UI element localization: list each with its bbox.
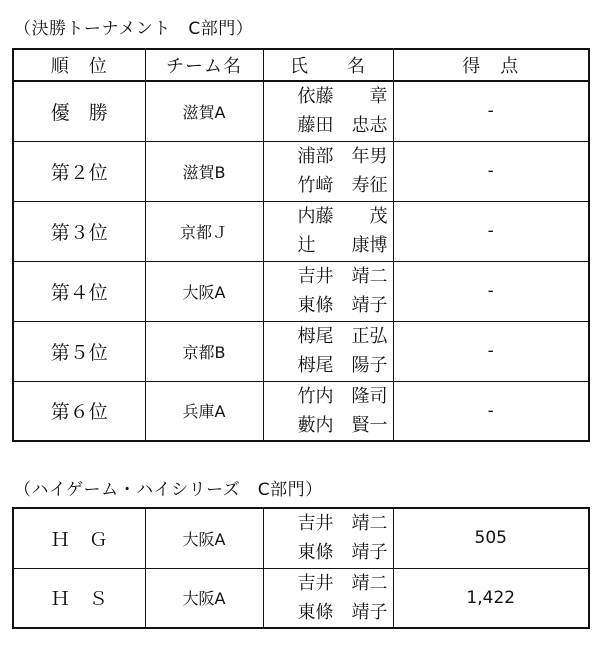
final-tournament-caption: （決勝トーナメント C部門） (14, 19, 254, 39)
rank-cell: 第３位 (13, 201, 145, 261)
rank-cell: 優 勝 (13, 81, 145, 141)
table-row (13, 508, 589, 568)
player-name: 栂尾 正弘 (297, 326, 388, 347)
name-header: 氏 名 (263, 49, 393, 81)
player-name: 吉井 靖二 (297, 572, 388, 594)
team-cell: 京都B (145, 321, 263, 381)
team-cell: 大阪A (145, 261, 263, 321)
rank-cell: 第２位 (13, 141, 145, 201)
category-cell: Ｈ Ｇ (13, 508, 145, 568)
table-row (13, 261, 589, 321)
names-cell (263, 201, 393, 261)
table-row (13, 381, 589, 441)
names-cell (263, 508, 393, 568)
category-cell: Ｈ Ｓ (13, 568, 145, 628)
score-cell: - (393, 261, 589, 321)
score-cell: - (393, 201, 589, 261)
player-name: 吉井 靖二 (297, 513, 388, 535)
player-name: 竹内 隆司 (297, 385, 388, 407)
team-header: チーム名 (145, 49, 263, 81)
table-row (13, 141, 589, 201)
names-cell (263, 81, 393, 141)
names-cell (263, 141, 393, 201)
team-cell: 大阪A (145, 568, 263, 628)
player-name: 栂尾 陽子 (297, 355, 388, 376)
score-cell: 505 (393, 508, 589, 568)
team-cell: 滋賀A (145, 81, 263, 141)
score-cell: - (393, 321, 589, 381)
table-row (13, 568, 589, 628)
names-cell (263, 381, 393, 441)
player-name: 内藤 茂 (297, 206, 388, 227)
rank-cell: 第５位 (13, 321, 145, 381)
final-results-table (12, 48, 590, 442)
player-name: 吉井 靖二 (297, 266, 388, 287)
score-cell: - (393, 141, 589, 201)
player-name: 辻 康博 (297, 235, 388, 256)
team-cell: 大阪A (145, 508, 263, 568)
team-cell: 京都Ｊ (145, 201, 263, 261)
player-name: 浦部 年男 (297, 146, 388, 167)
score-cell: - (393, 81, 589, 141)
player-name: 竹﨑 寿征 (297, 175, 388, 196)
table-row (13, 81, 589, 141)
player-name: 依藤 章 (297, 86, 388, 108)
team-cell: 兵庫A (145, 381, 263, 441)
table-row (13, 201, 589, 261)
high-game-series-caption: （ハイゲーム・ハイシリーズ C部門） (14, 480, 323, 500)
names-cell (263, 321, 393, 381)
names-cell (263, 568, 393, 628)
team-cell: 滋賀B (145, 141, 263, 201)
player-name: 東條 靖子 (297, 542, 388, 564)
player-name: 藤田 忠志 (297, 115, 388, 137)
table-header-row (13, 49, 589, 81)
score-header: 得 点 (393, 49, 589, 81)
player-name: 東條 靖子 (297, 295, 388, 316)
score-cell: 1,422 (393, 568, 589, 628)
rank-header: 順 位 (13, 49, 145, 81)
rank-cell: 第４位 (13, 261, 145, 321)
high-game-series-table (12, 507, 590, 629)
rank-cell: 第６位 (13, 381, 145, 441)
names-cell (263, 261, 393, 321)
score-cell: - (393, 381, 589, 441)
player-name: 東條 靖子 (297, 601, 388, 623)
player-name: 藪内 賢一 (297, 414, 388, 436)
table-row (13, 321, 589, 381)
